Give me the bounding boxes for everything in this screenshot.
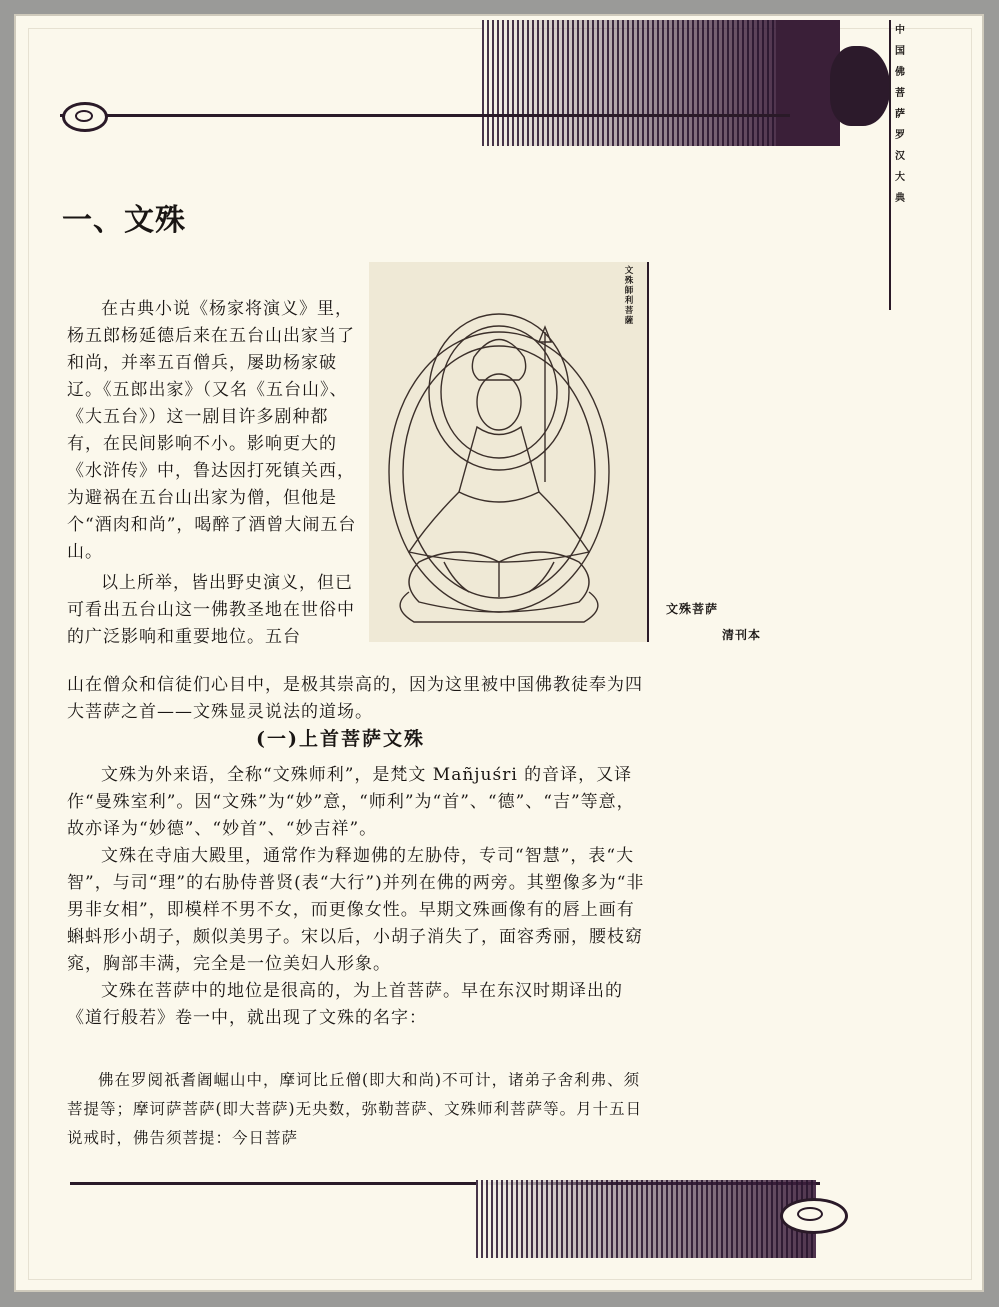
chapter-title: 一、文殊 bbox=[62, 203, 186, 238]
side-title-char: 大 bbox=[895, 172, 905, 183]
quote-text: 佛在罗阅祇耆阇崛山中，摩诃比丘僧(即大和尚)不可计，诸弟子舍利弗、须菩提等；摩诃萨菩萨(即大菩萨)无央数，弥勒菩萨、文殊师利菩萨等。月十五日说戒时，佛告须菩提：今日菩萨 bbox=[67, 1071, 643, 1147]
manjusri-illustration bbox=[369, 262, 649, 642]
side-title-char: 罗 bbox=[895, 130, 905, 141]
header-texture bbox=[482, 20, 778, 146]
header-cloud-ornament bbox=[830, 46, 890, 126]
side-title-char: 佛 bbox=[895, 67, 905, 78]
scripture-quote bbox=[67, 1066, 649, 1153]
section-body bbox=[67, 762, 649, 1032]
footer-cloud-ornament bbox=[780, 1198, 848, 1234]
side-title-char: 典 bbox=[895, 193, 905, 204]
side-book-title bbox=[893, 20, 907, 314]
paragraph-text: 文殊在寺庙大殿里，通常作为释迦佛的左胁侍，专司“智慧”，表“大智”，与司“理”的右胁侍普贤(表“大行”)并列在佛的两旁。其塑像多为“非男非女相”，即模样不男不女，而更像女性。早期文殊画像有的唇上画有蝌蚪形小胡子，颇似美男子。宋以后，小胡子消失了，面容秀丽，腰枝窈窕，胸部丰满，完全是一位美妇人形象。 bbox=[67, 846, 645, 974]
intro-paragraph-2 bbox=[67, 570, 357, 651]
illustration-caption-title: 文殊菩萨 bbox=[666, 602, 719, 616]
side-title-char: 汉 bbox=[895, 151, 905, 162]
intro-paragraph-2-continuation bbox=[67, 672, 647, 726]
header-scroll-ornament bbox=[62, 102, 108, 132]
illustration-label: 文殊師利菩薩 bbox=[624, 266, 634, 326]
paragraph-text: 文殊在菩萨中的地位是很高的，为上首菩萨。早在东汉时期译出的《道行般若》卷一中，就出现了文殊的名字： bbox=[67, 981, 623, 1028]
side-title-char: 萨 bbox=[895, 109, 905, 120]
paragraph-text: 以上所举，皆出野史演义，但已可看出五台山这一佛教圣地在世俗中的广泛影响和重要地位。五台 bbox=[67, 573, 355, 647]
paragraph-text: 文殊为外来语，全称“文殊师利”，是梵文 Mañjuśri 的音译，又译作“曼殊室利”。因“文殊”为“妙”意，“师利”为“首”、“德”、“吉”等意，故亦译为“妙德”、“妙首”、“妙吉祥”。 bbox=[67, 765, 635, 839]
side-title-rule bbox=[889, 20, 891, 310]
header-rule bbox=[60, 114, 790, 117]
section-heading: (一)上首菩萨文殊 bbox=[256, 728, 425, 750]
bodhisattva-drawing bbox=[369, 262, 647, 642]
illustration-caption-source: 清刊本 bbox=[722, 628, 762, 642]
side-title-char: 菩 bbox=[895, 88, 905, 99]
side-title-char: 中 bbox=[895, 25, 905, 36]
paragraph-text: 在古典小说《杨家将演义》里，杨五郎杨延德后来在五台山出家当了和尚，并率五百僧兵，屡助杨家破辽。《五郎出家》（又名《五台山》、《大五台》）这一剧目许多剧种都有，在民间影响不小。影响更大的《水浒传》中，鲁达因打死镇关西，为避祸在五台山出家为僧，但他是个“酒肉和尚”，喝醉了酒曾大闹五台山。 bbox=[67, 299, 357, 562]
paragraph-text: 山在僧众和信徒们心目中，是极其崇高的，因为这里被中国佛教徒奉为四大菩萨之首——文殊显灵说法的道场。 bbox=[67, 675, 643, 722]
side-title-char: 国 bbox=[895, 46, 905, 57]
intro-paragraph-1 bbox=[67, 296, 357, 566]
footer-texture bbox=[476, 1180, 816, 1258]
